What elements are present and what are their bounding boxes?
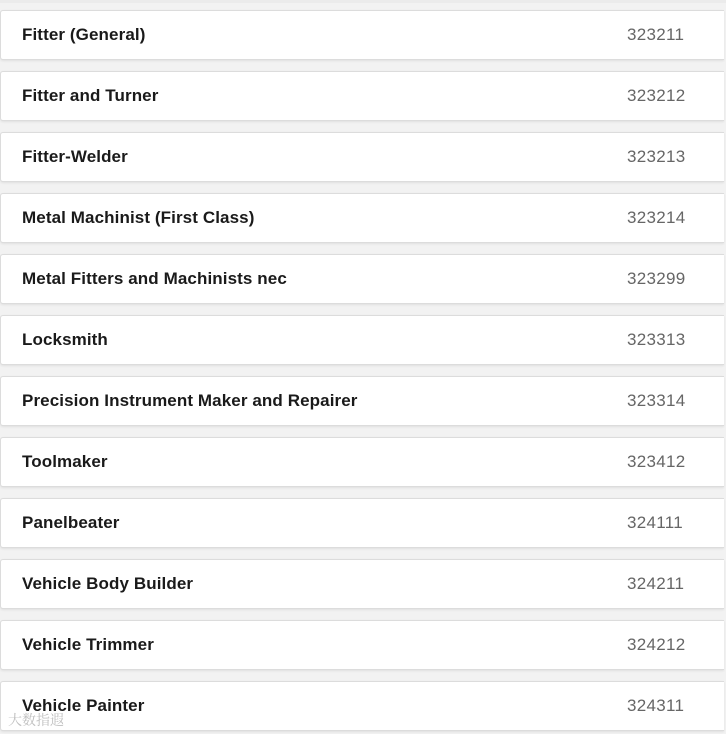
occupation-code: 324212 bbox=[627, 635, 686, 654]
occupation-code: 323212 bbox=[627, 86, 686, 105]
occupation-code: 323214 bbox=[627, 208, 686, 227]
occupation-title: Metal Fitters and Machinists nec bbox=[22, 269, 287, 288]
occupation-title: Fitter-Welder bbox=[22, 147, 128, 166]
watermark: 大数指遐 bbox=[8, 712, 64, 728]
top-divider bbox=[0, 0, 726, 3]
occupation-code: 323314 bbox=[627, 391, 686, 410]
occupation-title: Panelbeater bbox=[22, 513, 120, 532]
list-item[interactable] bbox=[0, 10, 724, 60]
list-item[interactable] bbox=[0, 254, 724, 304]
list-item[interactable] bbox=[0, 193, 724, 243]
occupation-title: Locksmith bbox=[22, 330, 108, 349]
occupation-title: Vehicle Trimmer bbox=[22, 635, 154, 654]
occupation-code: 323412 bbox=[627, 452, 686, 471]
occupation-title: Metal Machinist (First Class) bbox=[22, 208, 255, 227]
occupation-title: Toolmaker bbox=[22, 452, 108, 471]
occupation-code: 324211 bbox=[627, 574, 685, 593]
list-item[interactable] bbox=[0, 681, 724, 731]
occupation-title: Vehicle Painter bbox=[22, 696, 145, 715]
occupation-code: 323299 bbox=[627, 269, 686, 288]
occupation-code: 323211 bbox=[627, 25, 685, 44]
list-item[interactable] bbox=[0, 376, 724, 426]
occupation-title: Fitter and Turner bbox=[22, 86, 159, 105]
occupation-code: 323213 bbox=[627, 147, 686, 166]
occupation-code: 323313 bbox=[627, 330, 686, 349]
list-item[interactable] bbox=[0, 498, 724, 548]
occupation-title: Fitter (General) bbox=[22, 25, 146, 44]
occupation-title: Precision Instrument Maker and Repairer bbox=[22, 391, 358, 410]
list-item[interactable] bbox=[0, 132, 724, 182]
occupation-code: 324311 bbox=[627, 696, 685, 715]
list-item[interactable] bbox=[0, 71, 724, 121]
list-item[interactable] bbox=[0, 315, 724, 365]
list-item[interactable] bbox=[0, 559, 724, 609]
occupation-title: Vehicle Body Builder bbox=[22, 574, 194, 593]
occupation-code: 324111 bbox=[627, 513, 684, 532]
list-item[interactable] bbox=[0, 437, 724, 487]
list-item[interactable] bbox=[0, 620, 724, 670]
